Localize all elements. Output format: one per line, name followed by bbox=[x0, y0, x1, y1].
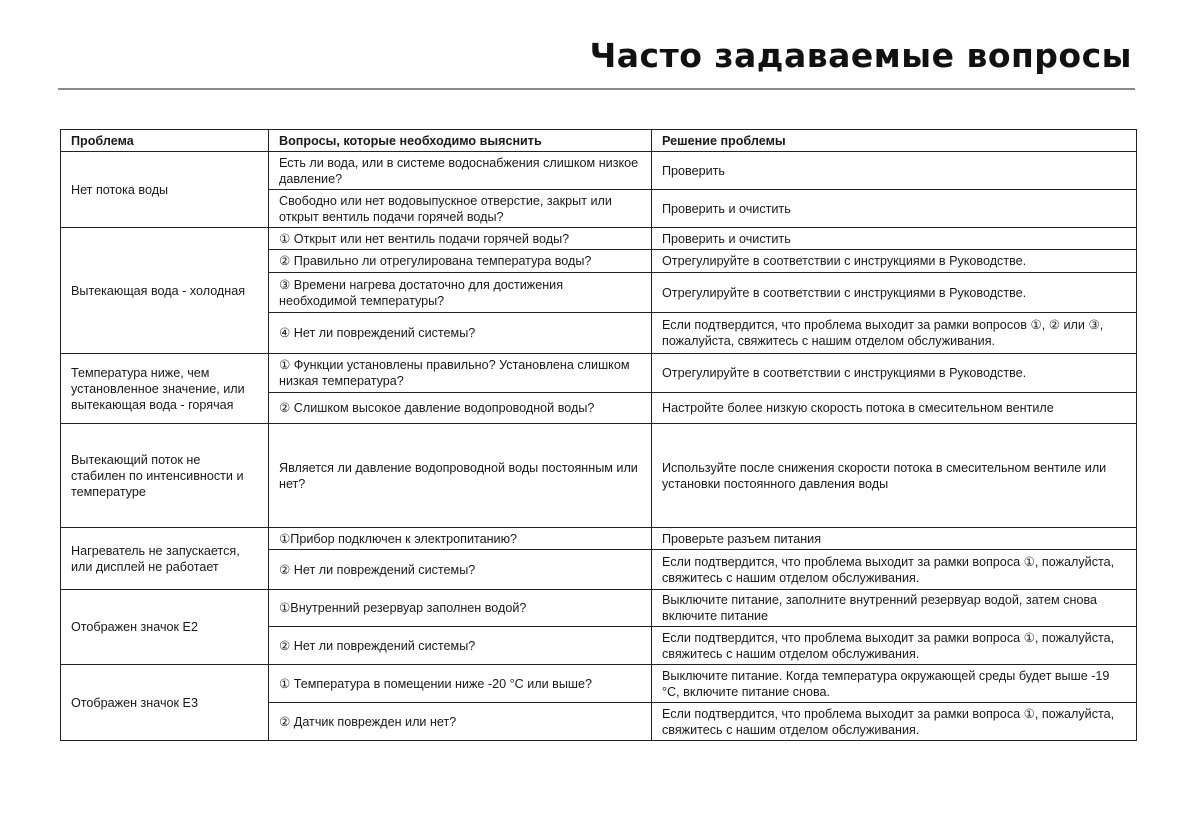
table-row bbox=[61, 590, 1137, 627]
table-row bbox=[61, 354, 1137, 393]
question-cell: ② Правильно ли отрегулирована температура воды? bbox=[269, 250, 652, 273]
faq-table bbox=[60, 129, 1137, 741]
solution-cell: Отрегулируйте в соответствии с инструкциями в Руководстве. bbox=[652, 354, 1137, 393]
table-header-row bbox=[61, 130, 1137, 152]
question-cell: ③ Времени нагрева достаточно для достижения необходимой температуры? bbox=[269, 273, 652, 313]
header-questions: Вопросы, которые необходимо выяснить bbox=[269, 130, 652, 152]
problem-cell: Температура ниже, чем установленное значение, или вытекающая вода - горячая bbox=[61, 354, 269, 424]
question-cell: ①Внутренний резервуар заполнен водой? bbox=[269, 590, 652, 627]
table-row bbox=[61, 528, 1137, 550]
problem-cell: Вытекающий поток не стабилен по интенсивности и температуре bbox=[61, 424, 269, 528]
table-row bbox=[61, 424, 1137, 528]
question-cell: Является ли давление водопроводной воды постоянным или нет? bbox=[269, 424, 652, 528]
solution-cell: Проверить и очистить bbox=[652, 190, 1137, 228]
solution-cell: Отрегулируйте в соответствии с инструкциями в Руководстве. bbox=[652, 250, 1137, 273]
problem-cell: Вытекающая вода - холодная bbox=[61, 228, 269, 354]
solution-cell: Проверить bbox=[652, 152, 1137, 190]
question-cell: Есть ли вода, или в системе водоснабжения слишком низкое давление? bbox=[269, 152, 652, 190]
problem-cell: Отображен значок Е2 bbox=[61, 590, 269, 665]
header-solution: Решение проблемы bbox=[652, 130, 1137, 152]
problem-cell: Отображен значок Е3 bbox=[61, 665, 269, 741]
question-cell: ① Открыт или нет вентиль подачи горячей воды? bbox=[269, 228, 652, 250]
question-cell: ① Температура в помещении ниже -20 °C или выше? bbox=[269, 665, 652, 703]
solution-cell: Проверьте разъем питания bbox=[652, 528, 1137, 550]
question-cell: ② Датчик поврежден или нет? bbox=[269, 703, 652, 741]
solution-cell: Проверить и очистить bbox=[652, 228, 1137, 250]
solution-cell: Отрегулируйте в соответствии с инструкциями в Руководстве. bbox=[652, 273, 1137, 313]
problem-cell: Нет потока воды bbox=[61, 152, 269, 228]
problem-cell: Нагреватель не запускается, или дисплей не работает bbox=[61, 528, 269, 590]
question-cell: Свободно или нет водовыпускное отверстие, закрыт или открыт вентиль подачи горячей воды? bbox=[269, 190, 652, 228]
solution-cell: Выключите питание. Когда температура окружающей среды будет выше -19 °C, включите питание снова. bbox=[652, 665, 1137, 703]
table-row bbox=[61, 152, 1137, 190]
title-divider bbox=[58, 88, 1135, 90]
solution-cell: Если подтвердится, что проблема выходит за рамки вопроса ①, пожалуйста, свяжитесь с нашим отделом обслуживания. bbox=[652, 703, 1137, 741]
question-cell: ② Слишком высокое давление водопроводной воды? bbox=[269, 393, 652, 424]
question-cell: ② Нет ли повреждений системы? bbox=[269, 550, 652, 590]
question-cell: ① Функции установлены правильно? Установлена слишком низкая температура? bbox=[269, 354, 652, 393]
solution-cell: Если подтвердится, что проблема выходит за рамки вопросов ①, ② или ③, пожалуйста, свяжитесь с нашим отделом обслуживания. bbox=[652, 313, 1137, 354]
solution-cell: Настройте более низкую скорость потока в смесительном вентиле bbox=[652, 393, 1137, 424]
question-cell: ①Прибор подключен к электропитанию? bbox=[269, 528, 652, 550]
solution-cell: Используйте после снижения скорости потока в смесительном вентиле или установки постоянного давления воды bbox=[652, 424, 1137, 528]
question-cell: ④ Нет ли повреждений системы? bbox=[269, 313, 652, 354]
page-title: Часто задаваемые вопросы bbox=[589, 36, 1132, 75]
question-cell: ② Нет ли повреждений системы? bbox=[269, 627, 652, 665]
solution-cell: Если подтвердится, что проблема выходит за рамки вопроса ①, пожалуйста, свяжитесь с нашим отделом обслуживания. bbox=[652, 550, 1137, 590]
solution-cell: Выключите питание, заполните внутренний резервуар водой, затем снова включите питание bbox=[652, 590, 1137, 627]
solution-cell: Если подтвердится, что проблема выходит за рамки вопроса ①, пожалуйста, свяжитесь с нашим отделом обслуживания. bbox=[652, 627, 1137, 665]
header-problem: Проблема bbox=[61, 130, 269, 152]
table-row bbox=[61, 665, 1137, 703]
table-row bbox=[61, 228, 1137, 250]
